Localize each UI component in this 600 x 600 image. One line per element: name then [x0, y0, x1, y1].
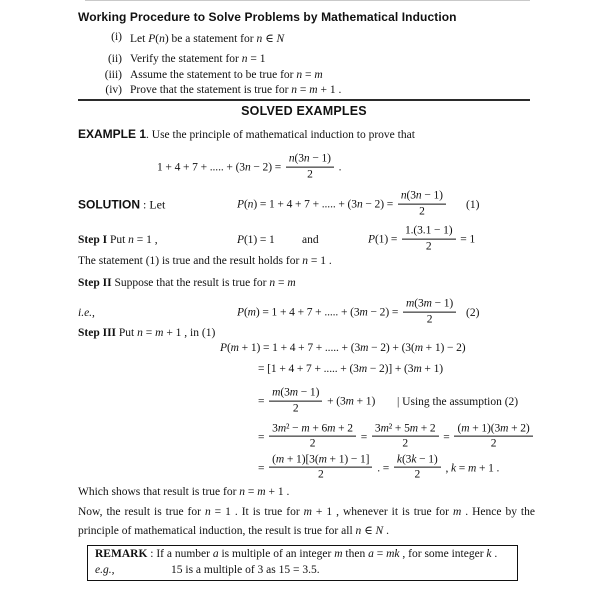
step1-right-formula: P(1) = $\frac{1.(3.1 - 1)}{2}$ = 1 [368, 224, 476, 253]
step2-label: Step II Suppose that the result is true for n = m [78, 277, 296, 289]
procedure-item-2 [88, 53, 548, 65]
example-formula: 1 + 4 + 7 + ..... + (3n − 2) = $\frac{n(3n - 1)}{2}$ . [157, 152, 342, 181]
equation-number-1: (1) [466, 199, 480, 211]
section-rule [78, 99, 530, 101]
derivation-line-3-row [0, 384, 600, 420]
solution-row [0, 187, 600, 223]
ie-label: i.e., [78, 307, 95, 319]
step3-label: Step III Put n = m + 1 , in (1) [78, 327, 216, 339]
item-text: Prove that the statement is true for n = m + 1 . [130, 84, 342, 96]
item-text: Let P(n) be a statement for n ∈ N [130, 33, 285, 45]
equation-number-2: (2) [466, 307, 480, 319]
procedure-item-3 [88, 69, 548, 81]
item-text: Assume the statement to be true for n = m [130, 69, 323, 81]
remark-box [87, 545, 518, 581]
derivation-line-3: = $\frac{m(3m - 1)}{2}$ + (3m + 1) [258, 386, 376, 415]
example-label: EXAMPLE 1 [78, 127, 147, 141]
remark-eg-label: e.g., [95, 563, 115, 576]
statement-true-line: The statement (1) is true and the result holds for n = 1 . [78, 255, 332, 267]
step1-left-formula: P(1) = 1 [237, 234, 275, 246]
item-number: (iii) [104, 69, 122, 81]
derivation-line-5: = $\frac{(m + 1)[3(m + 1) - 1]}{2}$ . = $\frac{k(3k - 1)}{2}$ , k = m + 1 . [258, 453, 500, 481]
conclusion-paragraph: Now, the result is true for n = 1 . It is true for m + 1 , whenever it is true for m . Hence by the principle of mathematical induction, the result is true for all n ∈ N . [78, 506, 535, 537]
induction-hypothesis-formula: P(m) = 1 + 4 + 7 + ..... + (3m − 2) = $\frac{m(3m - 1)}{2}$ [237, 299, 458, 328]
example1-display-formula-row [0, 150, 600, 186]
solved-examples-heading: SOLVED EXAMPLES [241, 104, 367, 118]
item-text: Verify the statement for n = 1 [130, 53, 266, 65]
remark-line-1: REMARK : If a number a is multiple of an integer m then a = mk , for some integer k . [95, 548, 498, 560]
item-number: (ii) [107, 53, 122, 65]
procedure-item-4 [88, 84, 548, 96]
derivation-line-5-row [0, 450, 600, 487]
solution-label: SOLUTION : Let [78, 197, 166, 212]
assumption-note: | Using the assumption (2) [397, 396, 519, 408]
and-connector: and [302, 234, 319, 246]
derivation-line-2: = [1 + 4 + 7 + ..... + (3m − 2)] + (3m + 1) [258, 363, 443, 375]
example1-intro-line [78, 127, 415, 141]
derivation-line-1: P(m + 1) = 1 + 4 + 7 + ..... + (3m − 2) + (3(m + 1) − 2) [220, 342, 466, 354]
step1-row [0, 222, 600, 258]
item-number: (i) [111, 31, 122, 43]
remark-line-2 [95, 563, 510, 579]
conclusion-line: Which shows that result is true for n = m + 1 . [78, 486, 290, 498]
step1-label: Step I Put n = 1 , [78, 234, 158, 246]
solution-formula: P(n) = 1 + 4 + 7 + ..... + (3n − 2) = $\frac{n(3n - 1)}{2}$ [237, 191, 448, 220]
derivation-line-4: = $\frac{\text{3m² − m + 6m + 2}}{2}$ = $\frac{\text{3m² + 5m + 2}}{2}$ = $\frac{(m + 1)(3m + 2)}{2}$ [258, 423, 535, 452]
example-intro: . Use the principle of mathematical induction to prove that [146, 129, 415, 141]
top-edge-rule [85, 0, 530, 1]
item-number: (iv) [105, 84, 122, 96]
page-title: Working Procedure to Solve Problems by Mathematical Induction [78, 10, 457, 24]
procedure-item-1 [88, 31, 548, 45]
remark-eg-text: 15 is a multiple of 3 as 15 = 3.5. [171, 563, 320, 576]
induction-hypothesis-row [0, 295, 600, 331]
